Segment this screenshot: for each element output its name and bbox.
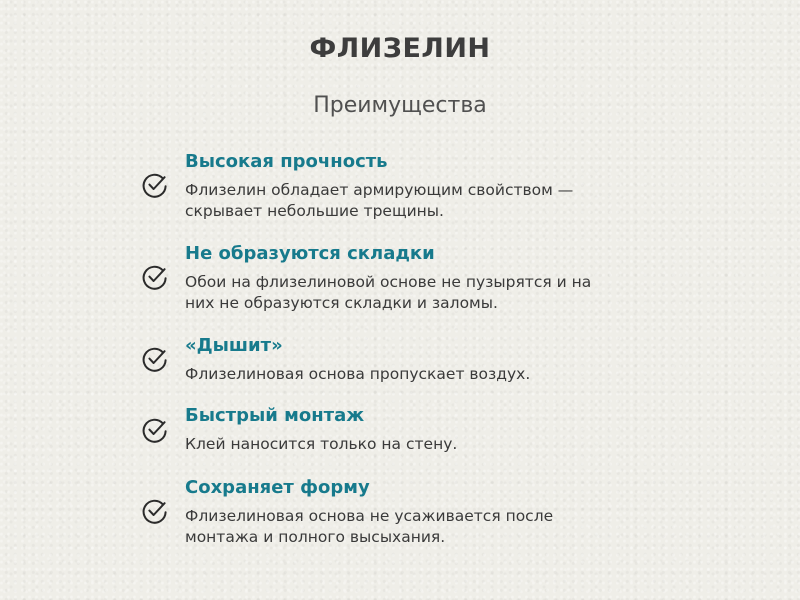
advantage-description	[185, 364, 665, 385]
check-circle-icon	[142, 264, 168, 290]
advantage-description	[185, 506, 665, 548]
advantage-heading: «Дышит»	[185, 335, 283, 356]
advantage-heading: Высокая прочность	[185, 151, 388, 172]
check-circle-icon	[142, 172, 168, 198]
advantage-description	[185, 272, 665, 314]
advantage-description	[185, 434, 665, 455]
description-line: Флизелиновая основа пропускает воздух.	[185, 365, 531, 383]
description-line: них не образуются складки и заломы.	[185, 294, 498, 312]
check-circle-icon	[142, 498, 168, 524]
description-line: монтажа и полного высыхания.	[185, 528, 446, 546]
description-line: Флизелин обладает армирующим свойством —	[185, 181, 574, 199]
advantage-heading: Не образуются складки	[185, 243, 435, 264]
advantage-heading: Быстрый монтаж	[185, 405, 365, 426]
description-line: Обои на флизелиновой основе не пузырятся и на	[185, 273, 592, 291]
check-circle-icon	[142, 417, 168, 443]
description-line: Флизелиновая основа не усаживается после	[185, 507, 554, 525]
description-line: Клей наносится только на стену.	[185, 435, 458, 453]
advantage-description	[185, 180, 665, 222]
description-line: скрывает небольшие трещины.	[185, 202, 444, 220]
page-subtitle: Преимущества	[313, 93, 487, 118]
page-title: ФЛИЗЕЛИН	[309, 33, 491, 64]
check-circle-icon	[142, 346, 168, 372]
advantage-heading: Сохраняет форму	[185, 477, 370, 498]
